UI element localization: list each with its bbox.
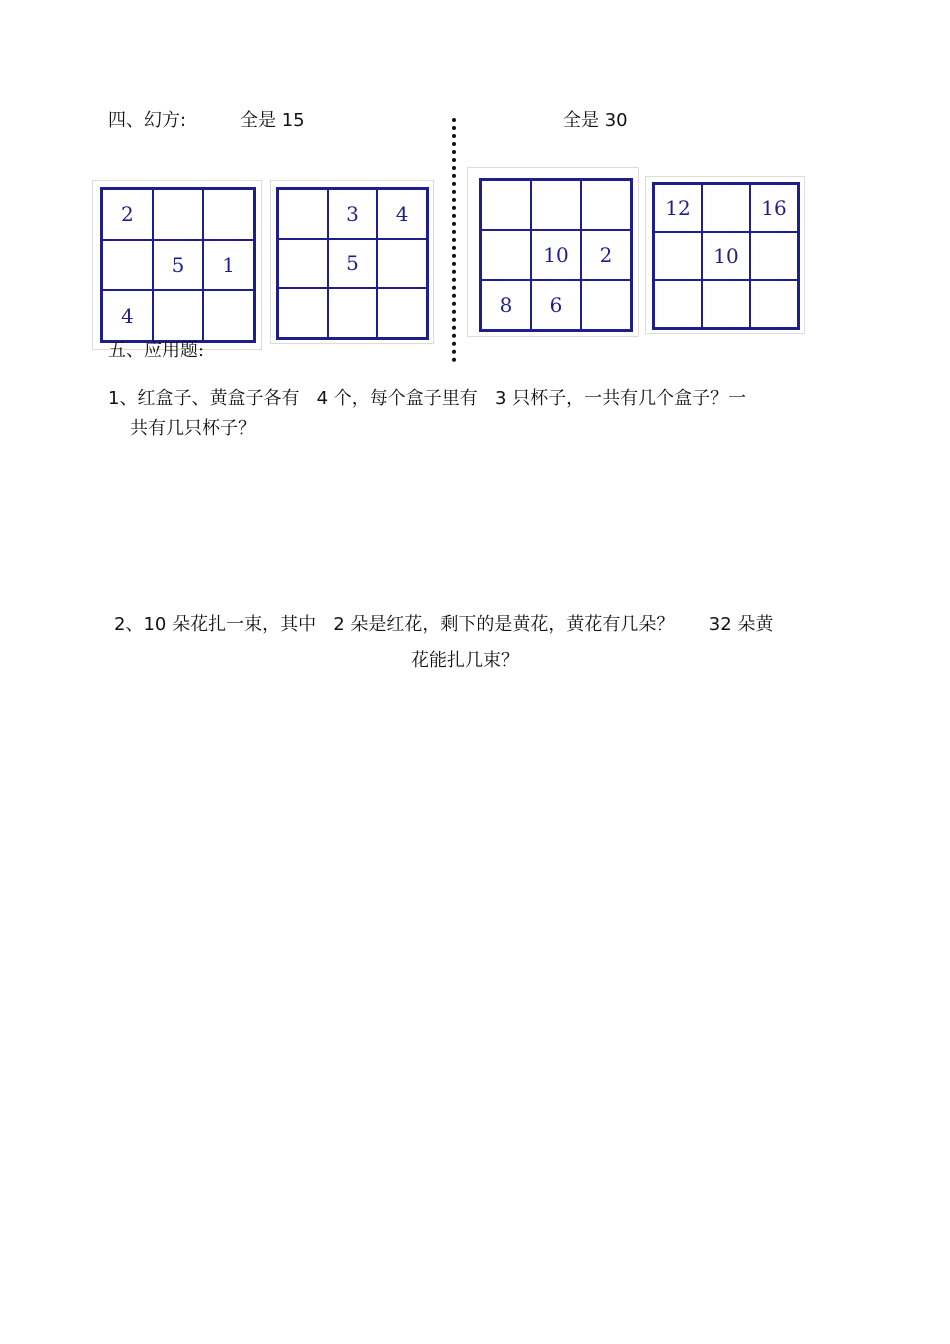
magic-square-cell[interactable] — [581, 180, 631, 230]
magic-square-cell[interactable] — [581, 280, 631, 330]
question-2-line-2: 花能扎几束？ — [411, 650, 519, 671]
magic-square-cell[interactable] — [654, 280, 702, 328]
magic-square-cell[interactable] — [377, 288, 427, 338]
magic-square-cell[interactable] — [531, 180, 581, 230]
magic-square-cell[interactable]: 1 — [203, 240, 254, 291]
magic-square-2 — [276, 187, 429, 340]
question-1-line-2: 共有几只杯子？ — [130, 418, 256, 439]
magic-square-3-frame — [467, 167, 639, 337]
magic-square-cell[interactable]: 10 — [531, 230, 581, 280]
magic-square-cell[interactable] — [102, 240, 153, 291]
magic-square-1 — [100, 187, 256, 343]
magic-square-cell[interactable] — [328, 288, 378, 338]
magic-square-cell[interactable] — [481, 180, 531, 230]
magic-square-cell[interactable] — [203, 189, 254, 240]
magic-square-cell[interactable] — [481, 230, 531, 280]
magic-square-cell[interactable] — [702, 280, 750, 328]
section5-heading: 五、应用题: — [108, 340, 205, 361]
magic-square-4 — [652, 182, 800, 330]
magic-square-cell[interactable] — [654, 232, 702, 280]
magic-square-cell[interactable]: 12 — [654, 184, 702, 232]
magic-square-cell[interactable]: 8 — [481, 280, 531, 330]
magic-square-cell[interactable] — [702, 184, 750, 232]
magic-square-cell[interactable] — [153, 290, 204, 341]
magic-square-cell[interactable] — [750, 232, 798, 280]
magic-square-4-frame — [645, 176, 805, 334]
magic-square-cell[interactable] — [278, 239, 328, 289]
label-all-30: 全是 30 — [563, 110, 628, 131]
magic-square-cell[interactable] — [278, 288, 328, 338]
magic-square-cell[interactable]: 2 — [581, 230, 631, 280]
magic-square-cell[interactable] — [278, 189, 328, 239]
magic-square-cell[interactable] — [153, 189, 204, 240]
magic-square-cell[interactable] — [203, 290, 254, 341]
magic-square-3 — [479, 178, 633, 332]
magic-square-cell[interactable]: 5 — [328, 239, 378, 289]
magic-square-cell[interactable]: 16 — [750, 184, 798, 232]
magic-square-cell[interactable]: 5 — [153, 240, 204, 291]
magic-square-cell[interactable]: 4 — [377, 189, 427, 239]
dotted-divider — [452, 118, 456, 362]
magic-square-cell[interactable]: 6 — [531, 280, 581, 330]
magic-square-cell[interactable] — [750, 280, 798, 328]
magic-square-cell[interactable]: 2 — [102, 189, 153, 240]
section4-heading: 四、幻方: — [108, 110, 187, 131]
label-all-15: 全是 15 — [240, 110, 305, 131]
question-2-line-1: 2、10 朵花扎一束，其中 2 朵是红花，剩下的是黄花，黄花有几朵？ 32 朵黄 — [114, 614, 774, 635]
magic-square-cell[interactable] — [377, 239, 427, 289]
magic-square-cell[interactable]: 4 — [102, 290, 153, 341]
magic-square-2-frame — [270, 180, 434, 344]
magic-square-cell[interactable]: 10 — [702, 232, 750, 280]
magic-square-cell[interactable]: 3 — [328, 189, 378, 239]
magic-square-1-frame — [92, 180, 262, 350]
question-1-line-1: 1、红盒子、黄盒子各有 4 个，每个盒子里有 3 只杯子，一共有几个盒子？一 — [108, 388, 747, 409]
